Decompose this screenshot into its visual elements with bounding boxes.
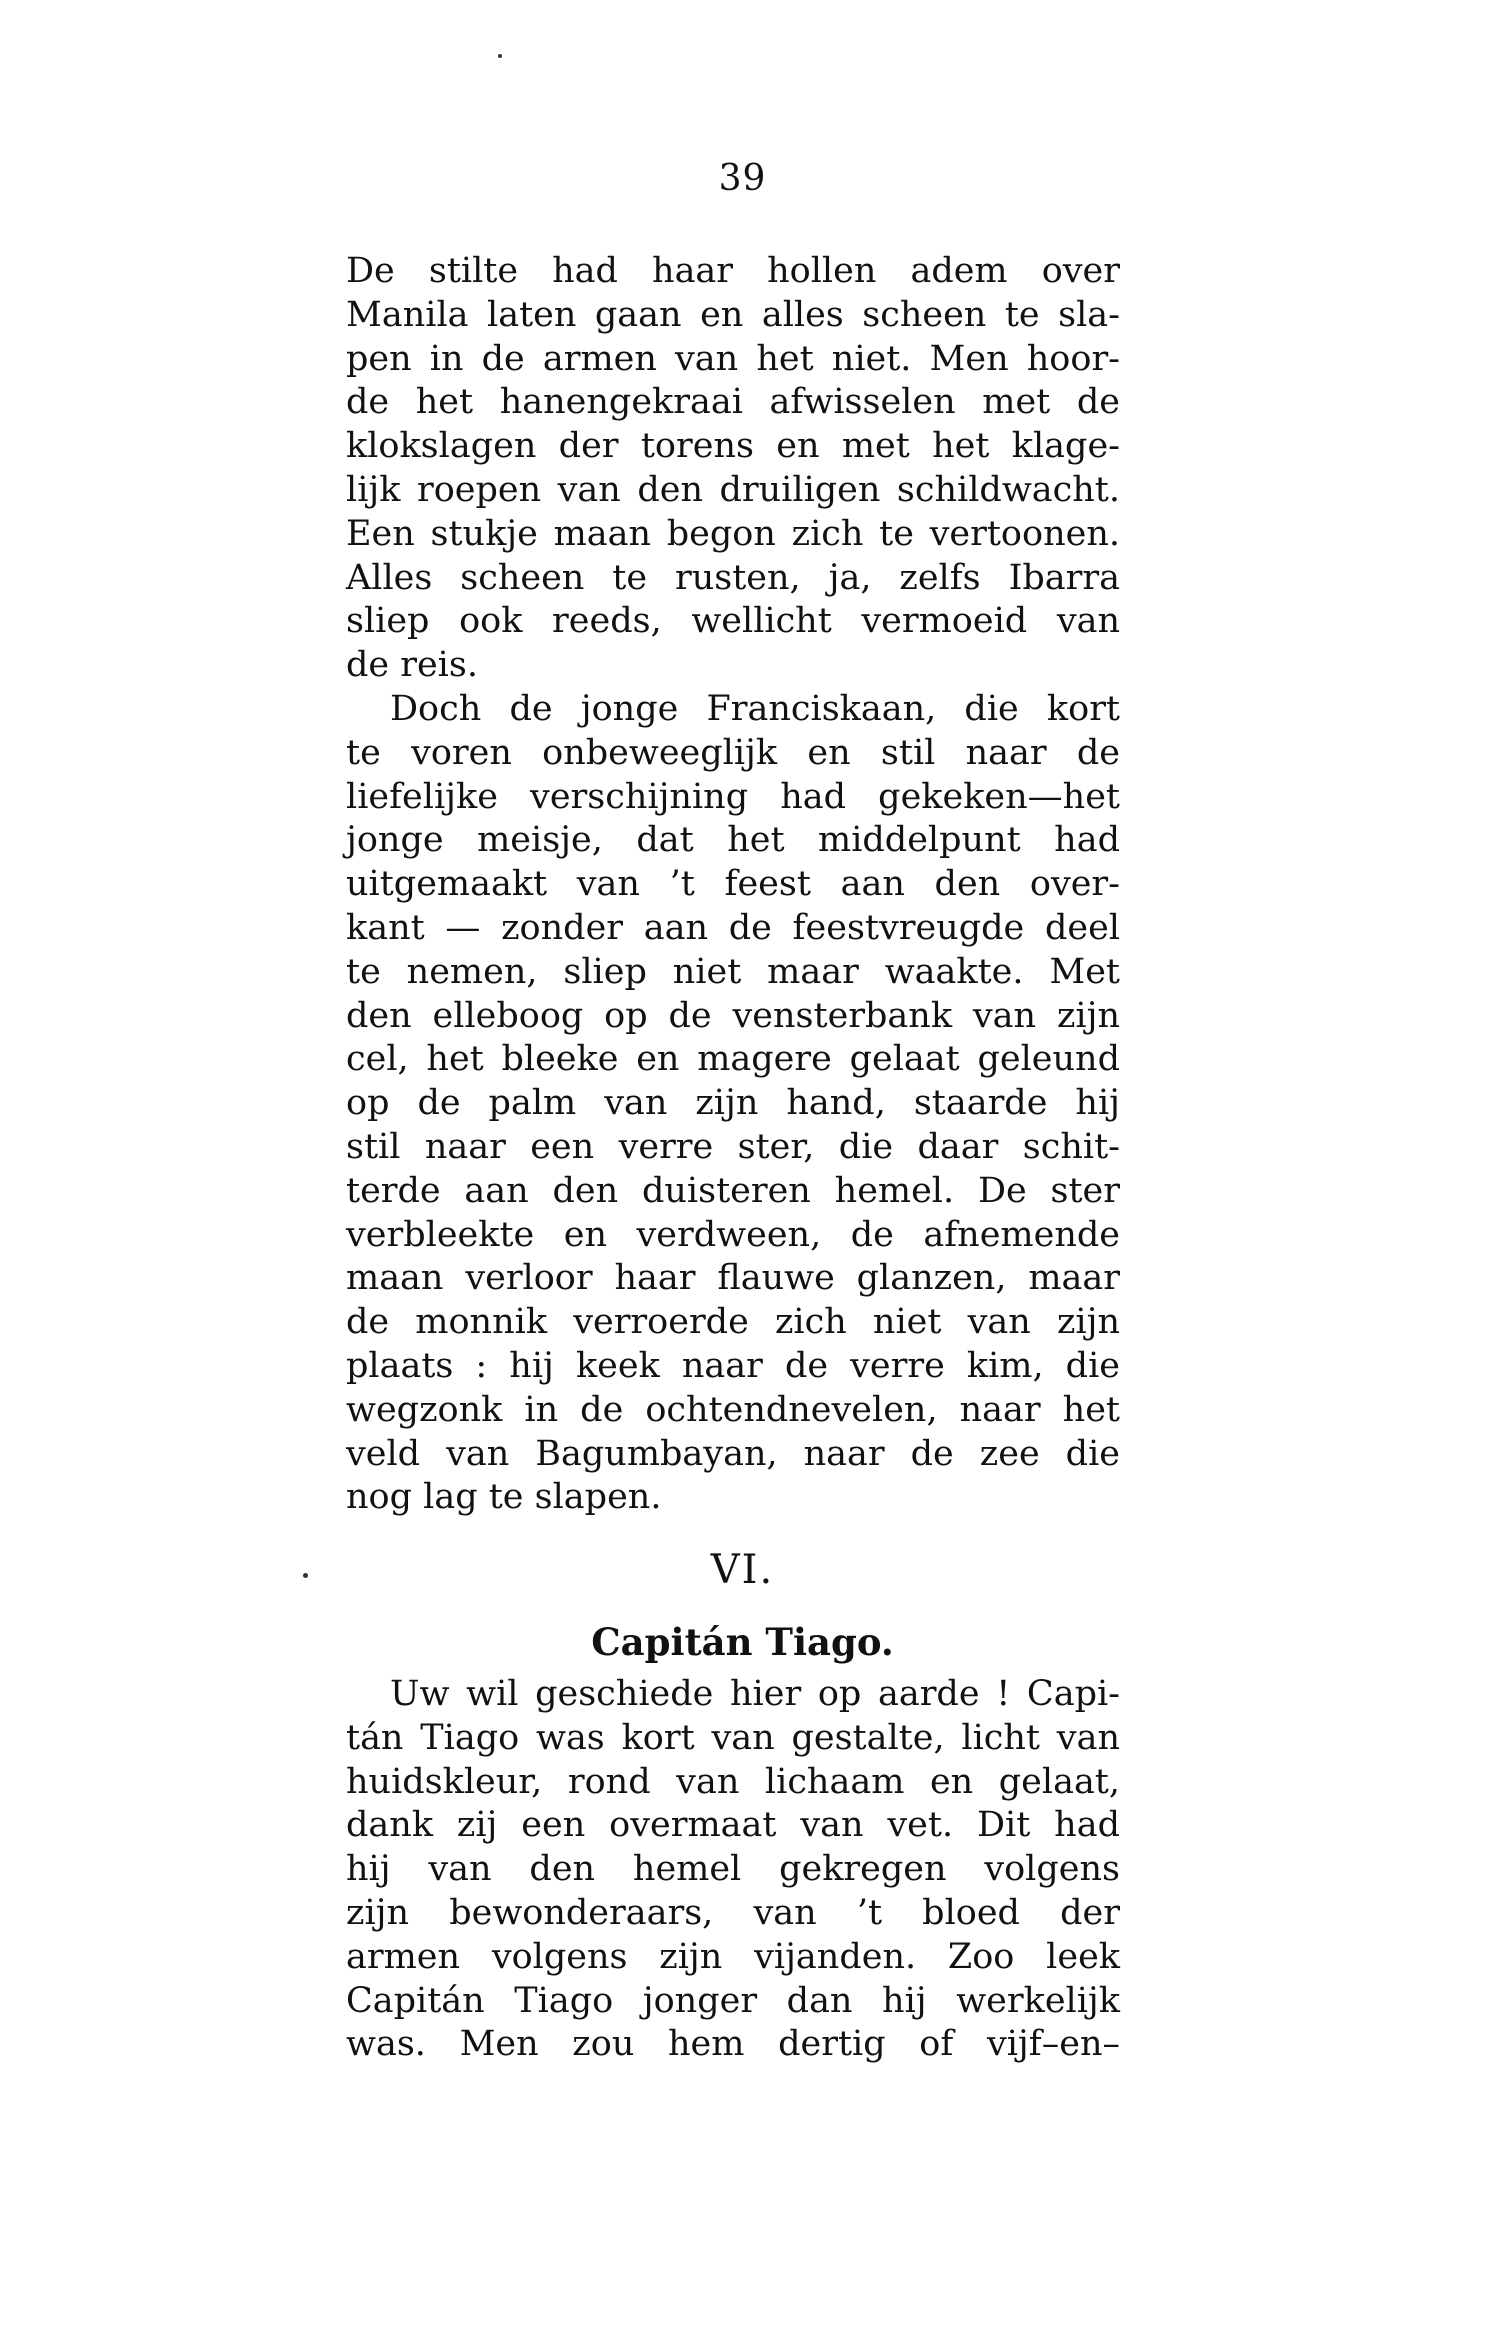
text-line: dank zij een overmaat van vet. Dit had bbox=[346, 1805, 1120, 1846]
page-number: 39 bbox=[718, 158, 767, 199]
text-line: veld van Bagumbayan, naar de zee die bbox=[346, 1433, 1120, 1474]
text-line: Alles scheen te rusten, ja, zelfs Ibarra bbox=[346, 557, 1120, 598]
text-line: Manila laten gaan en alles scheen te sla- bbox=[346, 294, 1120, 335]
text-line: wegzonk in de ochtendnevelen, naar het bbox=[346, 1389, 1120, 1430]
chapter-numeral: VI. bbox=[710, 1547, 775, 1593]
text-line: de reis. bbox=[346, 645, 478, 686]
text-line: lijk roepen van den druiligen schildwacht. bbox=[346, 469, 1120, 510]
text-line: sliep ook reeds, wellicht vermoeid van bbox=[346, 601, 1120, 642]
text-line: de monnik verroerde zich niet van zijn bbox=[346, 1302, 1120, 1343]
text-line: hij van den hemel gekregen volgens bbox=[346, 1849, 1120, 1890]
text-line: armen volgens zijn vijanden. Zoo leek bbox=[346, 1936, 1120, 1977]
text-line: uitgemaakt van ’t feest aan den over- bbox=[346, 864, 1120, 905]
text-line: tán Tiago was kort van gestalte, licht van bbox=[346, 1717, 1120, 1758]
text-line: de het hanengekraai afwisselen met de bbox=[346, 382, 1120, 423]
speck-top bbox=[498, 54, 502, 58]
text-line: plaats : hij keek naar de verre kim, die bbox=[346, 1345, 1120, 1386]
text-line: terde aan den duisteren hemel. De ster bbox=[346, 1170, 1120, 1211]
text-line: den elleboog op de vensterbank van zijn bbox=[346, 995, 1120, 1036]
text-line: te nemen, sliep niet maar waakte. Met bbox=[346, 951, 1120, 992]
text-line: nog lag te slapen. bbox=[346, 1477, 662, 1518]
text-line: Capitán Tiago jonger dan hij werkelijk bbox=[346, 1980, 1120, 2021]
text-line: liefelijke verschijning had gekeken—het bbox=[346, 776, 1120, 817]
text-line: klokslagen der torens en met het klage- bbox=[346, 426, 1120, 467]
chapter-title: Capitán Tiago. bbox=[591, 1620, 894, 1664]
text-line: maan verloor haar flauwe glanzen, maar bbox=[346, 1258, 1120, 1299]
text-line: op de palm van zijn hand, staarde hij bbox=[346, 1083, 1120, 1124]
paragraph-start-line: Uw wil geschiede hier op aarde ! Capi- bbox=[390, 1674, 1120, 1714]
text-line: verbleekte en verdween, de afnemende bbox=[346, 1214, 1120, 1255]
text-line: pen in de armen van het niet. Men hoor- bbox=[346, 338, 1120, 379]
section-2-text bbox=[346, 1673, 1120, 2067]
text-line: kant — zonder aan de feestvreugde deel bbox=[346, 907, 1120, 948]
text-line: Een stukje maan begon zich te vertoonen. bbox=[346, 513, 1120, 554]
text-line: stil naar een verre ster, die daar schit- bbox=[346, 1126, 1120, 1167]
section-1-text bbox=[346, 250, 1120, 1520]
text-line: cel, het bleeke en magere gelaat geleund bbox=[346, 1039, 1120, 1080]
text-line: was. Men zou hem dertig of vijf–en– bbox=[346, 2024, 1120, 2065]
text-line: De stilte had haar hollen adem over bbox=[346, 251, 1120, 291]
paragraph-start-line: Doch de jonge Franciskaan, die kort bbox=[390, 688, 1120, 729]
text-line: huidskleur, rond van lichaam en gelaat, bbox=[346, 1761, 1120, 1802]
text-line: jonge meisje, dat het middelpunt had bbox=[346, 820, 1120, 861]
text-line: te voren onbeweeglijk en stil naar de bbox=[346, 732, 1120, 773]
text-line: zijn bewonderaars, van ’t bloed der bbox=[346, 1892, 1120, 1933]
